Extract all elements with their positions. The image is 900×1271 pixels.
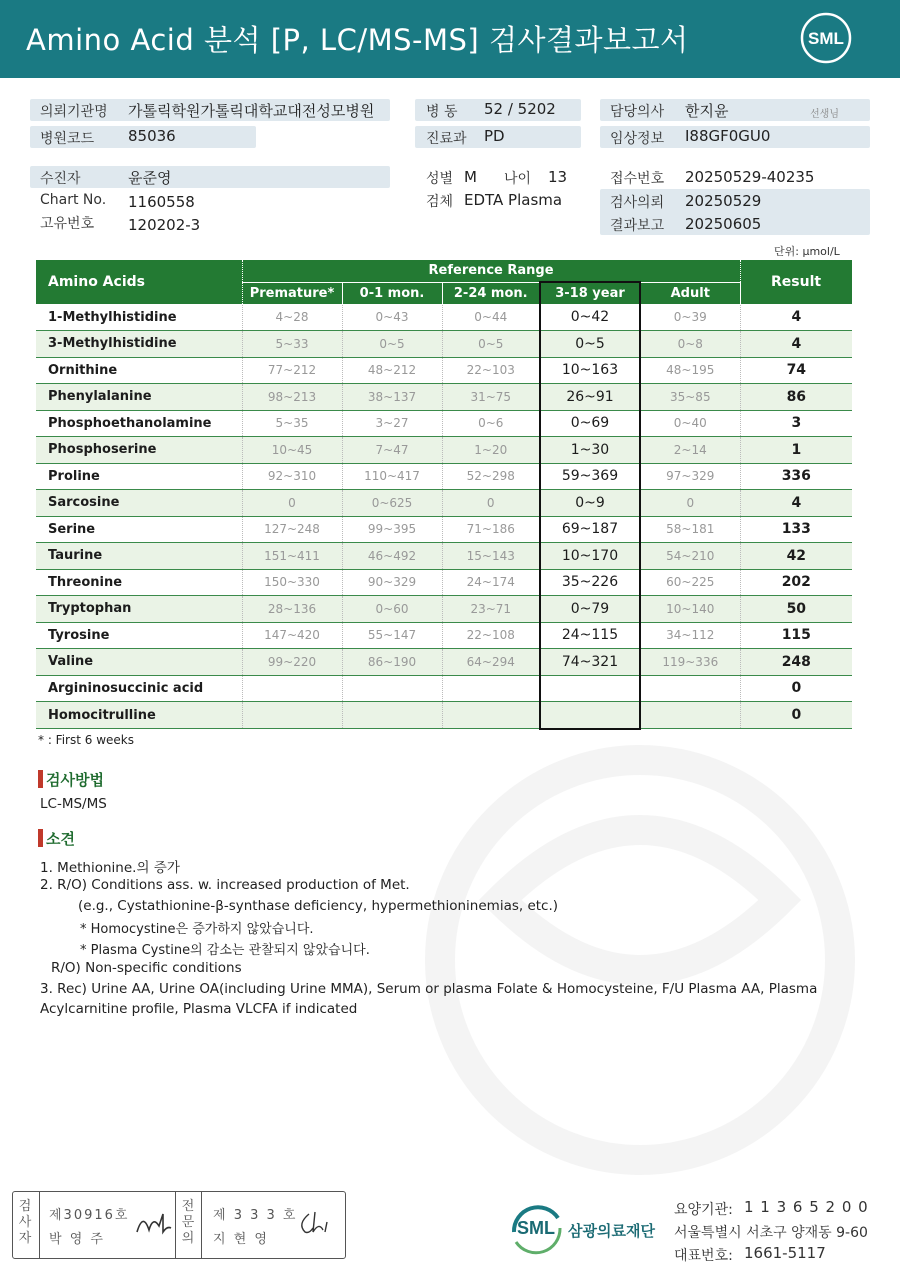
reference-range-cell: 10~45: [242, 437, 342, 464]
table-row: [36, 569, 852, 596]
amino-acid-name: Threonine: [36, 569, 242, 596]
reference-range-cell: 0~39: [640, 304, 740, 331]
reference-range-cell: 34~112: [640, 622, 740, 649]
reference-range-cell: 2~14: [640, 437, 740, 464]
uid-label: 고유번호: [40, 216, 95, 232]
finding-line: * Plasma Cystine의 감소는 관찰되지 않았습니다.: [80, 943, 370, 958]
amino-acid-name: Taurine: [36, 543, 242, 570]
reference-range-cell: 1~20: [442, 437, 540, 464]
reference-range-cell: 0~5: [442, 331, 540, 358]
result-cell: 42: [740, 543, 852, 570]
reference-range-cell: 86~190: [342, 649, 442, 676]
range-header-3-18year: 3-18 year: [540, 282, 640, 304]
age-label: 나이: [504, 171, 532, 187]
footer-logo-text: SML: [517, 1218, 555, 1238]
result-cell: 4: [740, 304, 852, 331]
method-text: LC-MS/MS: [40, 796, 107, 812]
institution-label: 의뢰기관명: [40, 104, 108, 120]
examiner-number: 제30916호: [49, 1208, 130, 1223]
phone-value: 1661-5117: [744, 1244, 826, 1262]
reference-range-cell: 28~136: [242, 596, 342, 623]
report-value: 20250605: [685, 215, 762, 233]
phone-label: 대표번호:: [674, 1248, 733, 1264]
table-row: [36, 543, 852, 570]
reference-range-cell: 31~75: [442, 384, 540, 411]
reference-range-cell: [640, 675, 740, 702]
sex-label: 성별: [426, 171, 454, 187]
table-row: [36, 463, 852, 490]
table-row: [36, 304, 852, 331]
specimen-value: EDTA Plasma: [464, 191, 563, 209]
dept-label: 진료과: [426, 131, 467, 147]
specialist-label: 전문의: [181, 1199, 195, 1246]
reference-range-cell: 10~170: [540, 543, 640, 570]
receipt-value: 20250529-40235: [685, 168, 815, 186]
divider: [175, 1192, 176, 1258]
chart-value: 1160558: [128, 193, 195, 211]
reference-range-cell: 24~115: [540, 622, 640, 649]
reference-range-cell: 150~330: [242, 569, 342, 596]
finding-line: R/O) Non-specific conditions: [51, 960, 242, 976]
reference-range-cell: 26~91: [540, 384, 640, 411]
reference-range-cell: 54~210: [640, 543, 740, 570]
specialist-signature: [295, 1206, 339, 1238]
care-code-label: 요양기관:: [674, 1202, 733, 1218]
amino-acid-name: Proline: [36, 463, 242, 490]
reference-range-cell: [640, 702, 740, 729]
result-cell: 336: [740, 463, 852, 490]
footer-address: 서울특별시 서초구 양재동 9-60: [674, 1225, 868, 1241]
unit-label: 단위: μmol/L: [774, 245, 840, 258]
report-title: Amino Acid 분석 [P, LC/MS-MS] 검사결과보고서: [26, 23, 689, 57]
sml-logo-icon: [800, 12, 852, 64]
doctor-suffix: 선생님: [810, 109, 839, 120]
reference-range-cell: 99~395: [342, 516, 442, 543]
pill: [30, 166, 390, 188]
table-row: [36, 649, 852, 676]
examiner-name: 박 영 주: [49, 1232, 105, 1247]
table-row: [36, 490, 852, 517]
table-row: [36, 622, 852, 649]
reference-range-cell: 69~187: [540, 516, 640, 543]
reference-range-cell: 24~174: [442, 569, 540, 596]
specialist-name: 지 현 영: [213, 1232, 269, 1247]
table-row: [36, 702, 852, 729]
reference-range-cell: 151~411: [242, 543, 342, 570]
reference-range-cell: 98~213: [242, 384, 342, 411]
table-row: [36, 596, 852, 623]
reference-range-cell: 0~60: [342, 596, 442, 623]
finding-line: Acylcarnitine profile, Plasma VLCFA if indicated: [40, 1001, 358, 1017]
amino-acid-name: Valine: [36, 649, 242, 676]
age-value: 13: [548, 168, 568, 186]
result-cell: 3: [740, 410, 852, 437]
amino-acid-name: Phenylalanine: [36, 384, 242, 411]
result-cell: 0: [740, 702, 852, 729]
reference-range-cell: 0~40: [640, 410, 740, 437]
reference-range-cell: 77~212: [242, 357, 342, 384]
amino-acid-name: Ornithine: [36, 357, 242, 384]
result-cell: 74: [740, 357, 852, 384]
reference-range-cell: 60~225: [640, 569, 740, 596]
reference-range-header: Reference Range: [242, 260, 740, 282]
reference-range-cell: 0~42: [540, 304, 640, 331]
reference-range-cell: 119~336: [640, 649, 740, 676]
findings-title: 소견: [46, 830, 75, 848]
reference-range-cell: 99~220: [242, 649, 342, 676]
reference-range-cell: 0~5: [540, 331, 640, 358]
amino-acid-name: Homocitrulline: [36, 702, 242, 729]
reference-range-cell: 0~44: [442, 304, 540, 331]
patient-value: 윤준영: [128, 169, 172, 187]
result-cell: 4: [740, 490, 852, 517]
reference-range-cell: 90~329: [342, 569, 442, 596]
result-cell: 4: [740, 331, 852, 358]
reference-range-cell: 48~195: [640, 357, 740, 384]
table-row: [36, 675, 852, 702]
examiner-signature: [133, 1206, 173, 1238]
amino-acid-name: Serine: [36, 516, 242, 543]
range-header-0-1mon: 0-1 mon.: [342, 282, 442, 304]
clinical-value: I88GF0GU0: [685, 127, 771, 145]
reference-range-cell: 59~369: [540, 463, 640, 490]
reference-range-cell: 38~137: [342, 384, 442, 411]
reference-range-cell: 0~6: [442, 410, 540, 437]
reference-range-cell: 0: [442, 490, 540, 517]
reference-range-cell: 0~9: [540, 490, 640, 517]
table-row: [36, 516, 852, 543]
doctor-label: 담당의사: [610, 104, 665, 120]
amino-acid-name: Tyrosine: [36, 622, 242, 649]
reference-range-cell: 52~298: [442, 463, 540, 490]
reference-range-cell: 22~103: [442, 357, 540, 384]
doctor-value: 한지윤: [685, 102, 729, 120]
section-marker: [38, 829, 43, 847]
reference-range-cell: [342, 675, 442, 702]
reference-range-cell: 0~8: [640, 331, 740, 358]
reference-range-cell: 0~5: [342, 331, 442, 358]
result-header: Result: [740, 260, 852, 304]
reference-range-cell: 7~47: [342, 437, 442, 464]
reference-range-cell: 3~27: [342, 410, 442, 437]
reference-range-cell: 147~420: [242, 622, 342, 649]
result-cell: 86: [740, 384, 852, 411]
reference-range-cell: 5~35: [242, 410, 342, 437]
reference-range-cell: 5~33: [242, 331, 342, 358]
footer-org-name: 삼광의료재단: [568, 1222, 655, 1240]
reference-range-cell: 127~248: [242, 516, 342, 543]
method-title: 검사방법: [46, 771, 104, 789]
reference-range-cell: 0: [242, 490, 342, 517]
reference-range-cell: 46~492: [342, 543, 442, 570]
request-value: 20250529: [685, 192, 762, 210]
amino-acid-name: 1-Methylhistidine: [36, 304, 242, 331]
sml-logo-text: SML: [808, 29, 844, 48]
reference-range-cell: 58~181: [640, 516, 740, 543]
finding-line: 3. Rec) Urine AA, Urine OA(including Urine MMA), Serum or plasma Folate & Homocysteine, F/U Plasma AA, Plasma: [40, 981, 818, 997]
reference-range-cell: 35~226: [540, 569, 640, 596]
reference-range-cell: [540, 702, 640, 729]
reference-range-cell: 71~186: [442, 516, 540, 543]
sex-value: M: [464, 168, 477, 186]
watermark-logo: [380, 700, 900, 1220]
hospital-code-label: 병원코드: [40, 131, 95, 147]
reference-range-cell: 22~108: [442, 622, 540, 649]
ward-label: 병 동: [426, 104, 458, 120]
section-marker: [38, 770, 43, 788]
receipt-label: 접수번호: [610, 171, 665, 187]
reference-range-cell: [442, 702, 540, 729]
specialist-number: 제 3 3 3 호: [213, 1208, 298, 1223]
range-header-adult: Adult: [640, 282, 740, 304]
reference-range-cell: 97~329: [640, 463, 740, 490]
table-row: [36, 331, 852, 358]
specimen-label: 검체: [426, 194, 454, 210]
ward-value: 52 / 5202: [484, 100, 556, 118]
result-cell: 0: [740, 675, 852, 702]
amino-acid-name: Sarcosine: [36, 490, 242, 517]
report-label: 결과보고: [610, 218, 665, 234]
uid-value: 120202-3: [128, 216, 201, 234]
reference-range-cell: 10~140: [640, 596, 740, 623]
signature-box: [12, 1191, 346, 1259]
result-cell: 50: [740, 596, 852, 623]
reference-range-cell: 15~143: [442, 543, 540, 570]
care-code-value: 1 1 3 6 5 2 0 0: [744, 1198, 869, 1216]
reference-range-cell: 0~43: [342, 304, 442, 331]
result-cell: 248: [740, 649, 852, 676]
reference-range-cell: 0~79: [540, 596, 640, 623]
amino-acid-name: Phosphoserine: [36, 437, 242, 464]
reference-range-cell: [242, 675, 342, 702]
finding-line: 2. R/O) Conditions ass. w. increased production of Met.: [40, 877, 410, 893]
result-cell: 115: [740, 622, 852, 649]
reference-range-cell: 55~147: [342, 622, 442, 649]
reference-range-cell: 35~85: [640, 384, 740, 411]
table-row: [36, 410, 852, 437]
reference-range-cell: 0: [640, 490, 740, 517]
examiner-label: 검사자: [18, 1199, 32, 1246]
amino-acids-header: Amino Acids: [36, 260, 242, 304]
finding-line: * Homocystine은 증가하지 않았습니다.: [80, 922, 314, 937]
reference-range-cell: 64~294: [442, 649, 540, 676]
amino-acid-name: Phosphoethanolamine: [36, 410, 242, 437]
range-header-premature: Premature*: [242, 282, 342, 304]
sml-footer-logo-icon: [508, 1198, 564, 1256]
result-cell: 133: [740, 516, 852, 543]
reference-range-cell: 23~71: [442, 596, 540, 623]
dept-value: PD: [484, 127, 505, 145]
result-cell: 202: [740, 569, 852, 596]
hospital-code-value: 85036: [128, 127, 176, 145]
result-cell: 1: [740, 437, 852, 464]
reference-range-cell: 92~310: [242, 463, 342, 490]
amino-acid-name: Tryptophan: [36, 596, 242, 623]
divider: [201, 1192, 202, 1258]
amino-acid-name: 3-Methylhistidine: [36, 331, 242, 358]
reference-range-cell: [242, 702, 342, 729]
table-row: [36, 437, 852, 464]
patient-label: 수진자: [40, 171, 81, 187]
finding-line: (e.g., Cystathionine-β-synthase deficiency, hypermethioninemias, etc.): [78, 898, 559, 914]
clinical-label: 임상정보: [610, 131, 665, 147]
reference-range-cell: [442, 675, 540, 702]
divider: [39, 1192, 40, 1258]
table-row: [36, 384, 852, 411]
reference-range-cell: 48~212: [342, 357, 442, 384]
chart-label: Chart No.: [40, 192, 107, 208]
amino-acid-table: [36, 260, 853, 730]
reference-range-cell: [342, 702, 442, 729]
reference-range-cell: [540, 675, 640, 702]
reference-range-cell: 0~69: [540, 410, 640, 437]
request-label: 검사의뢰: [610, 195, 665, 211]
reference-range-cell: 110~417: [342, 463, 442, 490]
table-row: [36, 357, 852, 384]
reference-range-cell: 1~30: [540, 437, 640, 464]
reference-range-cell: 4~28: [242, 304, 342, 331]
amino-acid-name: Argininosuccinic acid: [36, 675, 242, 702]
reference-range-cell: 10~163: [540, 357, 640, 384]
reference-range-cell: 74~321: [540, 649, 640, 676]
range-header-2-24mon: 2-24 mon.: [442, 282, 540, 304]
institution-value: 가톨릭학원가톨릭대학교대전성모병원: [128, 102, 375, 120]
reference-range-cell: 0~625: [342, 490, 442, 517]
table-footnote: * : First 6 weeks: [38, 733, 134, 747]
finding-line: 1. Methionine.의 증가: [40, 860, 180, 876]
